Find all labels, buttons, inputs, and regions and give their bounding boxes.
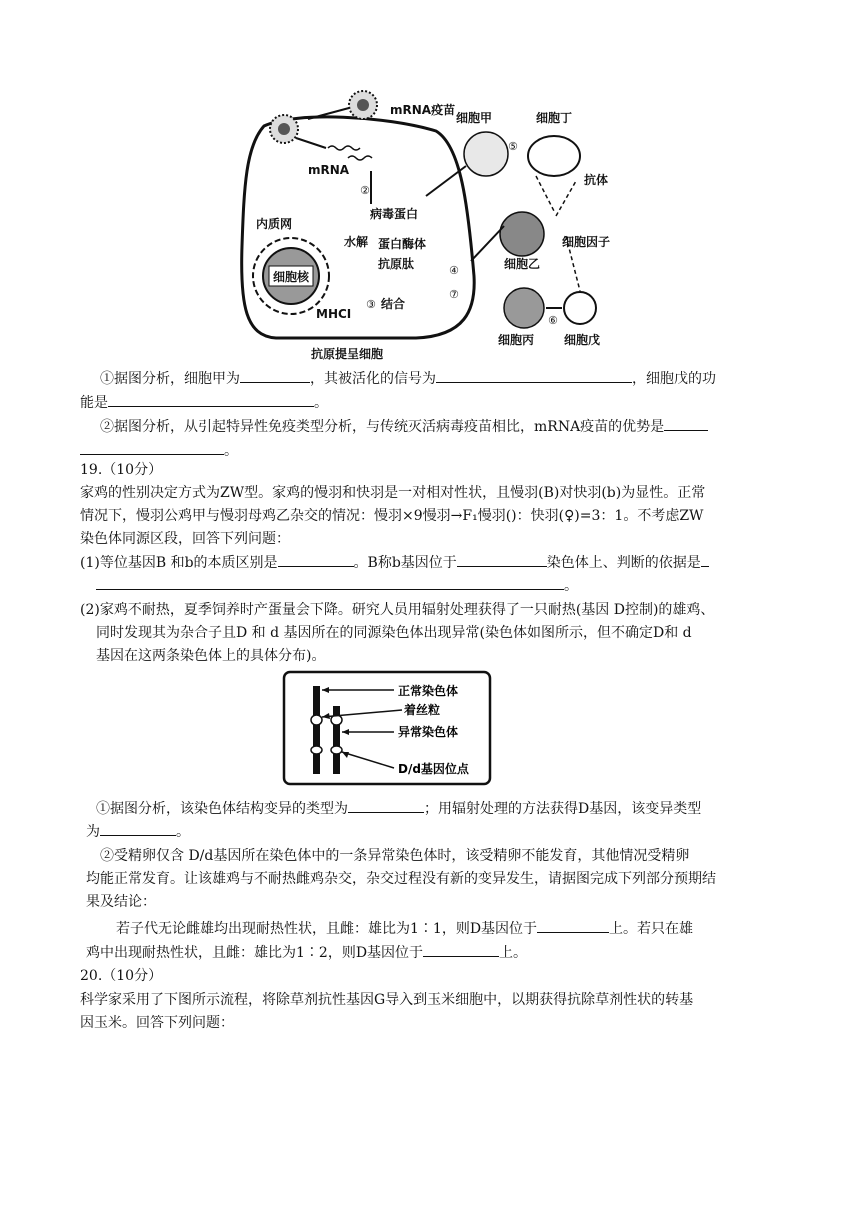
- locus-normal: [311, 746, 322, 754]
- q19-part1-text-a: (1)等位基因B 和b的本质区别是: [80, 555, 278, 571]
- label-locus: D/d基因位点: [398, 762, 469, 776]
- q19-sub3-text-a: 若子代无论雌雄均出现耐热性状，且雌：雄比为1∶1，则D基因位于: [116, 921, 538, 937]
- answer-blank[interactable]: [537, 918, 609, 933]
- answer-blank[interactable]: [423, 942, 499, 957]
- centromere-normal: [311, 715, 322, 725]
- cell-bing-shape: [504, 288, 544, 328]
- q19-intro-line1: 家鸡的性别决定方式为ZW型。家鸡的慢羽和快羽是一对相对性状，且慢羽(B)对快羽(b)为显性。正常: [80, 485, 706, 501]
- answer-blank[interactable]: [100, 821, 176, 836]
- step-6-label: ⑥: [548, 314, 558, 327]
- q18-sub1-text-a: ①据图分析，细胞甲为: [100, 371, 240, 387]
- cell-jia-shape: [464, 132, 508, 176]
- q19-heading: 19.（10分）: [80, 462, 163, 478]
- q18-sub1-text-d: 能是: [80, 395, 108, 411]
- q19-part2-line3: 基因在这两条染色体上的具体分布)。: [96, 648, 326, 664]
- q18-sub2-line1: [100, 416, 708, 437]
- q18-sub1-text-b: ，其被活化的信号为: [310, 371, 436, 387]
- locus-abnormal: [331, 746, 342, 754]
- label-cytokine: 细胞因子: [562, 235, 611, 249]
- q19-part1-text-d: 。: [564, 578, 578, 594]
- label-cell-jia: 细胞甲: [456, 111, 493, 125]
- step-5-label: ⑤: [508, 140, 518, 153]
- label-mrna-vaccine: mRNA疫苗: [390, 103, 456, 117]
- immune-diagram: [236, 86, 636, 364]
- chromosome-diagram: [282, 670, 492, 786]
- q19-sub1-text-a: ①据图分析，该染色体结构变异的类型为: [96, 801, 348, 817]
- label-cell-ding: 细胞丁: [536, 111, 573, 125]
- q18-sub2-line2: [80, 440, 238, 461]
- answer-blank[interactable]: [664, 416, 708, 431]
- q18-sub2-text-a: ②据图分析，从引起特异性免疫类型分析，与传统灭活病毒疫苗相比，mRNA疫苗的优势是: [100, 419, 665, 435]
- label-antigen-peptide: 抗原肽: [378, 257, 415, 271]
- label-nucleus: 细胞核: [273, 270, 310, 284]
- q19-intro-line2: 情况下，慢羽公鸡甲与慢羽母鸡乙杂交的情况：慢羽×9慢羽→F₁慢羽()：快羽(♀)=3：1。不考虑ZW: [80, 508, 704, 524]
- cell-wu-shape: [564, 292, 596, 324]
- q19-part1-text-b: 。B称b基因位于: [353, 555, 457, 571]
- answer-blank[interactable]: [436, 368, 632, 383]
- label-cell-wu: 细胞戊: [564, 333, 601, 347]
- answer-blank[interactable]: [701, 552, 709, 567]
- label-proteasome: 蛋白酶体: [378, 237, 427, 251]
- label-mhc: MHCⅠ: [316, 307, 352, 321]
- step-7-label: ⑦: [449, 288, 459, 301]
- answer-blank[interactable]: [278, 552, 354, 567]
- q19-part2-line2: 同时发现其为杂合子且D 和 d 基因所在的同源染色体出现异常(染色体如图所示，但不确定D和 d: [96, 625, 692, 641]
- step-3-label: ③: [366, 298, 376, 311]
- q19-intro-line3: 染色体同源区段，回答下列问题：: [80, 531, 290, 547]
- label-apc: 抗原提呈细胞: [311, 347, 384, 361]
- q19-sub2-line2: 均能正常发育。让该雄鸡与不耐热雌鸡杂交，杂交过程没有新的变异发生，请据图完成下列部分预期结: [86, 871, 716, 887]
- q18-sub2-text-b: 。: [224, 443, 238, 459]
- label-abnormal-chromosome: 异常染色体: [398, 725, 459, 739]
- cell-yi-shape: [500, 212, 544, 256]
- label-antibody: 抗体: [584, 173, 609, 187]
- vaccine-particle-icon: [270, 115, 298, 143]
- q19-sub1-text-d: 。: [176, 824, 190, 840]
- q18-sub1-text-c: ，细胞戊的功: [632, 371, 716, 387]
- label-cell-bing: 细胞丙: [498, 333, 535, 347]
- label-er: 内质网: [256, 217, 293, 231]
- answer-blank[interactable]: [80, 440, 224, 455]
- label-combine: 结合: [381, 297, 406, 311]
- q19-part1-line1: [80, 552, 709, 573]
- q18-sub1-line2: [80, 392, 328, 413]
- q19-sub2-line1: ②受精卵仅含 D/d基因所在染色体中的一条异常染色体时，该受精卵不能发育，其他情况受精卵: [100, 848, 690, 864]
- label-hydrolysis: 水解: [344, 235, 369, 249]
- q19-part1-line2: [96, 575, 578, 596]
- step-2-label: ②: [360, 184, 370, 197]
- answer-blank[interactable]: [240, 368, 310, 383]
- q19-sub2-line3: 果及结论：: [86, 894, 156, 910]
- q19-part1-text-c: 染色体上、判断的依据是: [546, 555, 701, 571]
- q19-sub3-line2: [86, 942, 527, 963]
- answer-blank[interactable]: [96, 575, 564, 590]
- step-4-label: ④: [449, 264, 459, 277]
- q20-intro-line2: 因玉米。回答下列问题：: [80, 1015, 234, 1031]
- q19-sub1-line2: [86, 821, 190, 842]
- q20-heading: 20.（10分）: [80, 968, 163, 984]
- normal-chromosome: [313, 686, 320, 774]
- answer-blank[interactable]: [348, 798, 424, 813]
- label-mrna: mRNA: [308, 163, 350, 177]
- cell-ding-shape: [528, 136, 580, 176]
- answer-blank[interactable]: [457, 552, 547, 567]
- answer-blank[interactable]: [108, 392, 314, 407]
- q19-sub3-text-c: 鸡中出现耐热性状，且雌：雄比为1∶2，则D基因位于: [86, 945, 424, 961]
- q20-intro-line1: 科学家采用了下图所示流程，将除草剂抗性基因G导入到玉米细胞中，以期获得抗除草剂性状的转基: [80, 992, 694, 1008]
- q19-sub1-line1: [96, 798, 701, 819]
- vaccine-particle-icon: [349, 91, 377, 119]
- q19-sub3-text-b: 上。若只在雄: [609, 921, 694, 937]
- label-normal-chromosome: 正常染色体: [398, 684, 459, 698]
- q18-sub1-text-e: 。: [314, 395, 328, 411]
- label-centromere: 着丝粒: [404, 703, 441, 717]
- q19-sub3-line1: [116, 918, 693, 939]
- q19-part2-line1: (2)家鸡不耐热，夏季饲养时产蛋量会下降。研究人员用辐射处理获得了一只耐热(基因 D控制)的雄鸡、: [80, 602, 715, 618]
- q19-sub1-text-c: 为: [86, 824, 100, 840]
- q19-sub3-text-d: 上。: [499, 945, 528, 961]
- label-viral-protein: 病毒蛋白: [370, 207, 419, 221]
- label-cell-yi: 细胞乙: [504, 257, 541, 271]
- q19-sub1-text-b: ；用辐射处理的方法获得D基因，该变异类型: [424, 801, 702, 817]
- q18-sub1-line1: [100, 368, 716, 389]
